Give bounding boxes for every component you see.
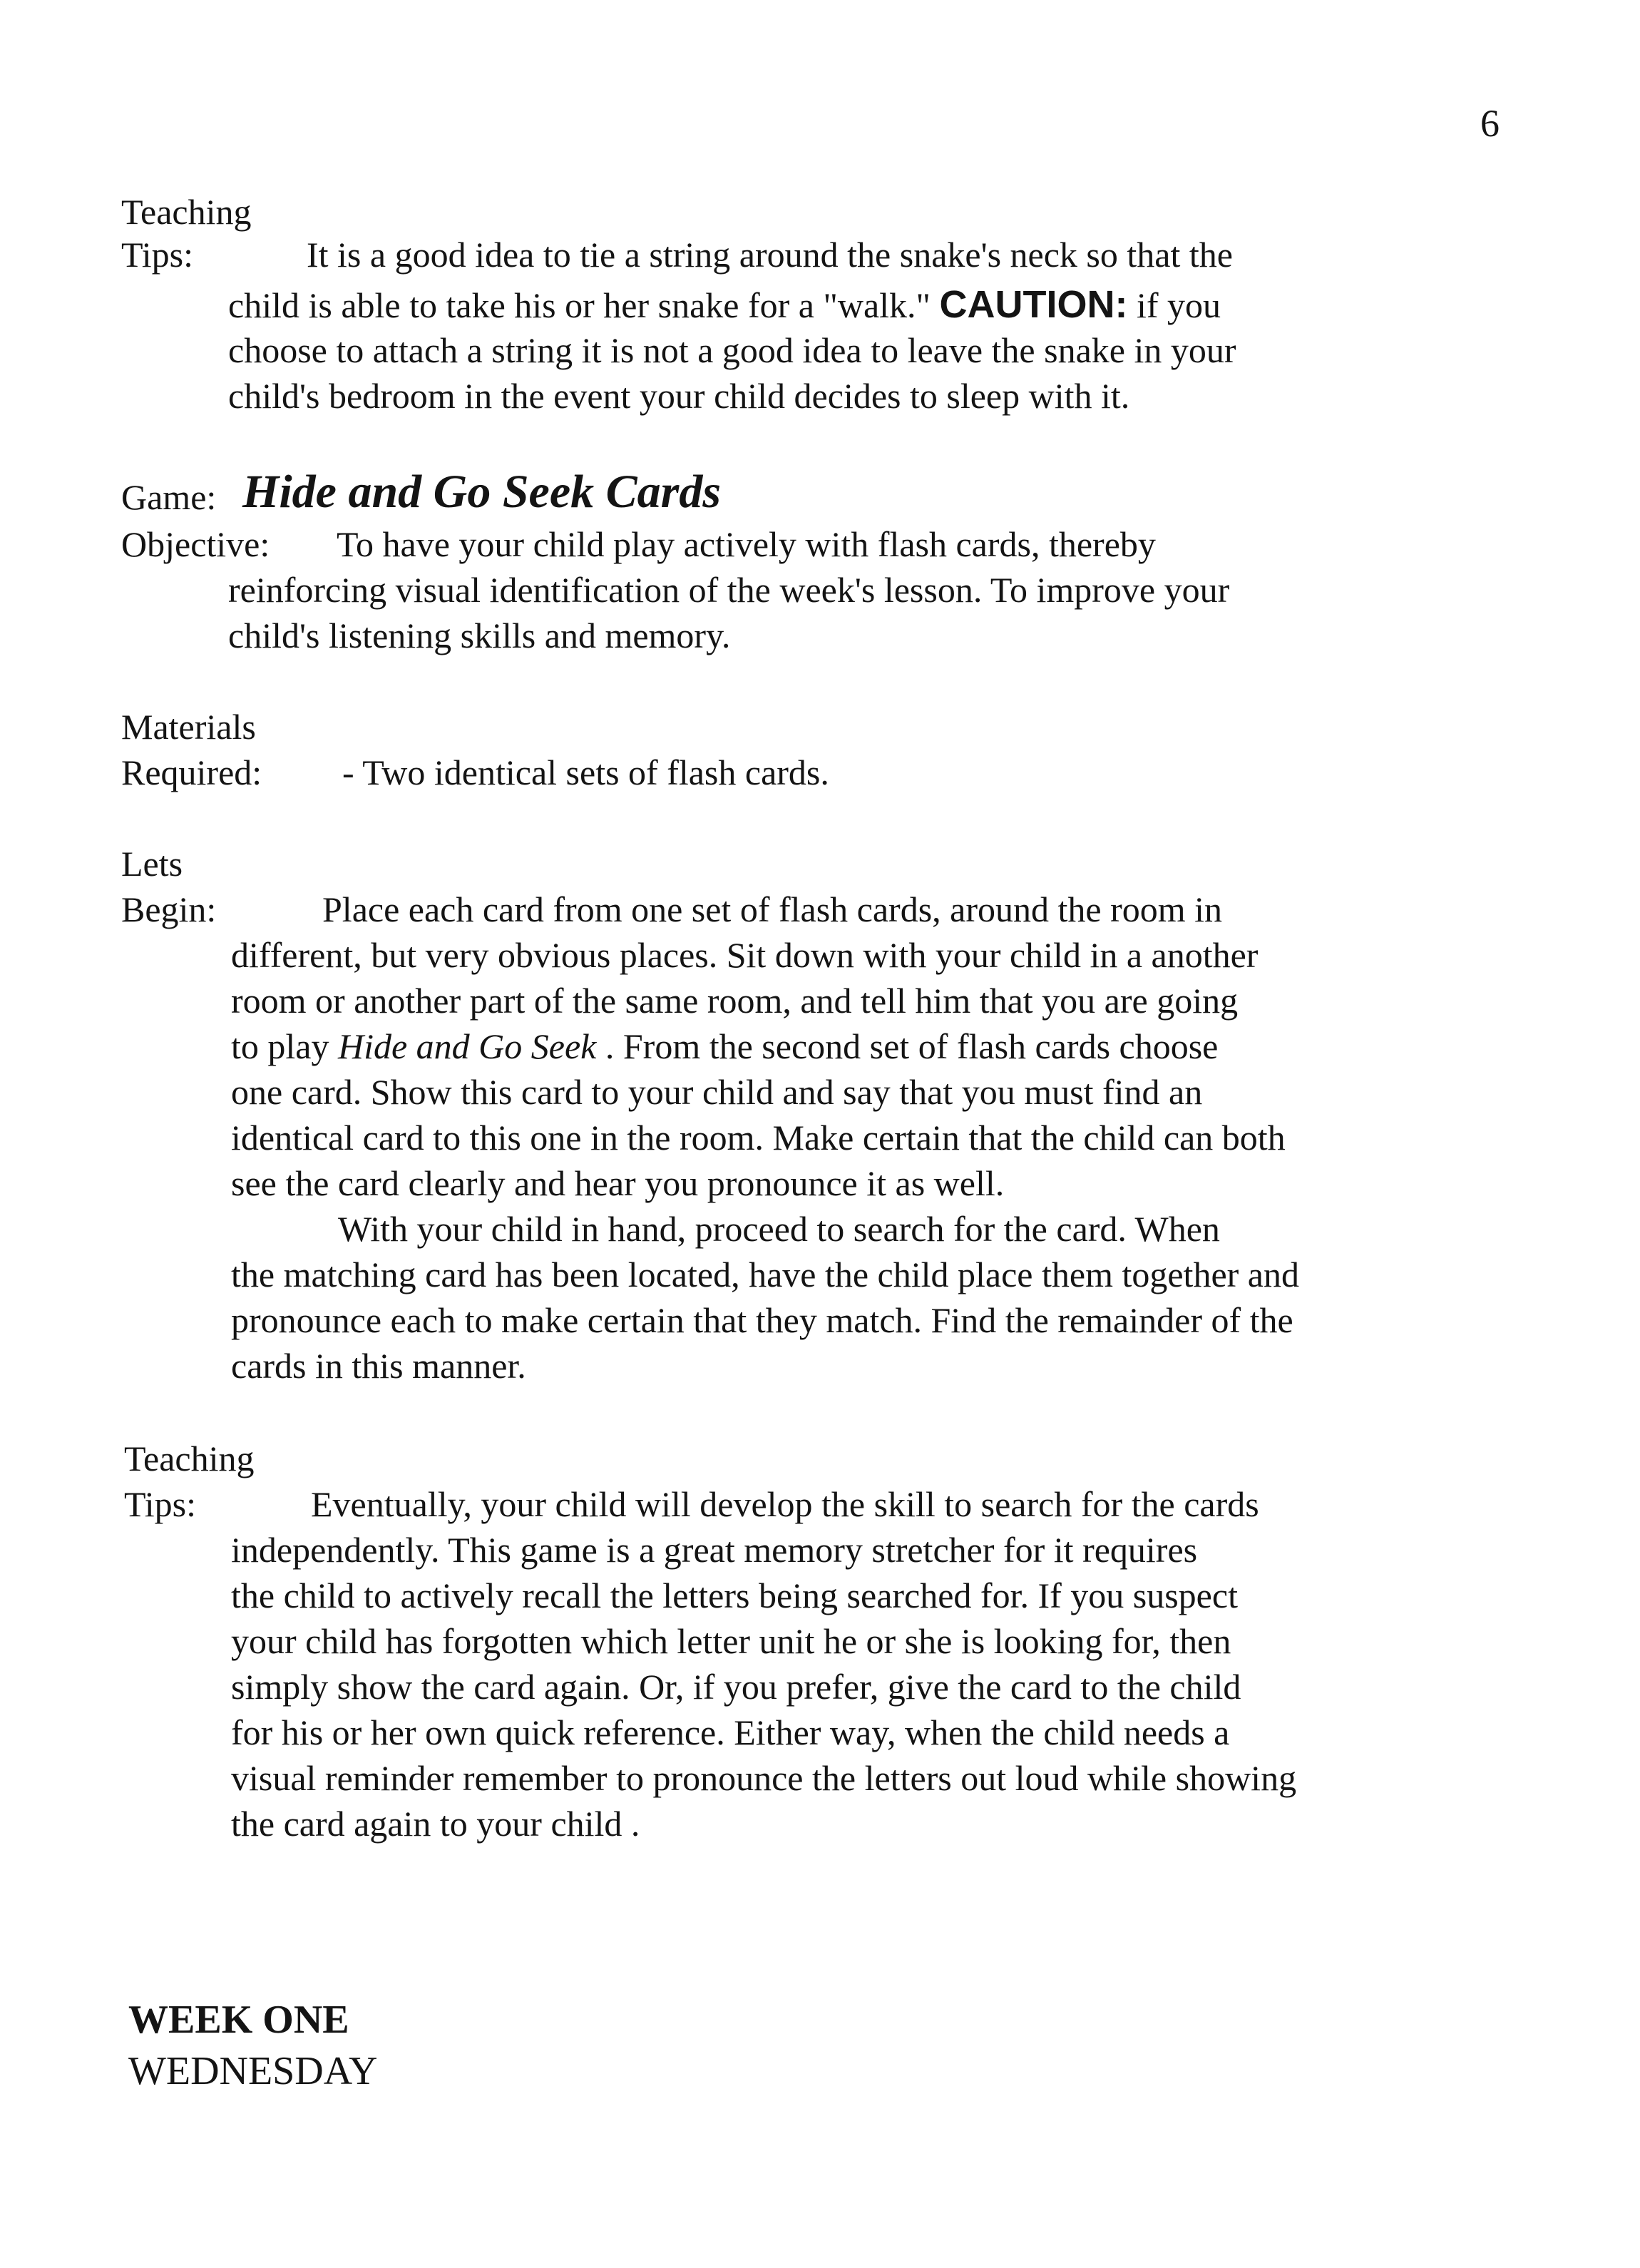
teaching-tips-2-line: your child has forgotten which letter unit he or she is looking for, then (231, 1621, 1231, 1661)
lets-begin-text: . From the second set of flash cards choose (596, 1026, 1219, 1066)
page-number: 6 (1480, 102, 1500, 145)
teaching-tips-2-line: the card again to your child . (231, 1804, 640, 1844)
lets-begin-line: one card. Show this card to your child and say that you must find an (231, 1072, 1203, 1112)
teaching-tips-2-line: Eventually, your child will develop the skill to search for the cards (311, 1484, 1259, 1524)
materials-label: Materials (121, 707, 256, 747)
begin-label: Begin: (121, 889, 217, 929)
lets-begin-line: Place each card from one set of flash cards, around the room in (322, 889, 1223, 929)
objective-label: Objective: (121, 524, 270, 564)
caution-label: CAUTION: (939, 283, 1128, 326)
teaching-tips-2-line: independently. This game is a great memory stretcher for it requires (231, 1530, 1198, 1570)
materials-text: - Two identical sets of flash cards. (342, 752, 829, 792)
week-heading: WEEK ONE (128, 1998, 349, 2042)
teaching-tips-2-line: simply show the card again. Or, if you prefer, give the card to the child (231, 1667, 1241, 1707)
game-label: Game: (121, 477, 217, 517)
lets-label: Lets (121, 844, 183, 884)
lets-begin-line: see the card clearly and hear you pronounce it as well. (231, 1163, 1005, 1203)
objective-line: To have your child play actively with flash cards, thereby (337, 524, 1156, 564)
teaching-tips-label-1: Teaching (121, 192, 252, 232)
game-title: Hide and Go Seek Cards (242, 466, 722, 518)
hide-and-go-seek-italic: Hide and Go Seek (337, 1026, 597, 1066)
teaching-tips-line: It is a good idea to tie a string around the snake's neck so that the (307, 235, 1233, 275)
tips-label-2: Tips: (124, 1484, 197, 1524)
teaching-tips-text: child is able to take his or her snake for a "walk." (228, 285, 940, 325)
lets-begin-text: to play (231, 1026, 338, 1066)
lets-begin-line: With your child in hand, proceed to search for the card. When (338, 1209, 1220, 1249)
lets-begin-line: room or another part of the same room, and tell him that you are going (231, 981, 1239, 1021)
lets-begin-line: different, but very obvious places. Sit down with your child in a another (231, 935, 1259, 975)
teaching-tips-2-line: visual reminder remember to pronounce the letters out loud while showing (231, 1758, 1297, 1798)
teaching-tips-2-line: the child to actively recall the letters being searched for. If you suspect (231, 1575, 1238, 1615)
lets-begin-line: pronounce each to make certain that they match. Find the remainder of the (231, 1300, 1293, 1340)
teaching-tips-label-2: Teaching (124, 1439, 255, 1478)
teaching-tips-text: if you (1127, 285, 1221, 325)
day-heading: WEDNESDAY (128, 2049, 378, 2093)
lets-begin-line (231, 1026, 1218, 1067)
objective-line: child's listening skills and memory. (228, 615, 731, 655)
teaching-tips-line: child's bedroom in the event your child decides to sleep with it. (228, 376, 1130, 416)
teaching-tips-line: choose to attach a string it is not a good idea to leave the snake in your (228, 330, 1236, 370)
lets-begin-line: cards in this manner. (231, 1346, 526, 1386)
required-label: Required: (121, 752, 262, 792)
objective-line: reinforcing visual identification of the week's lesson. To improve your (228, 570, 1230, 610)
tips-label-1: Tips: (121, 235, 194, 275)
teaching-tips-2-line: for his or her own quick reference. Either way, when the child needs a (231, 1712, 1230, 1752)
teaching-tips-line (228, 282, 1221, 327)
lets-begin-line: the matching card has been located, have the child place them together and (231, 1255, 1299, 1294)
lets-begin-line: identical card to this one in the room. Make certain that the child can both (231, 1118, 1286, 1158)
